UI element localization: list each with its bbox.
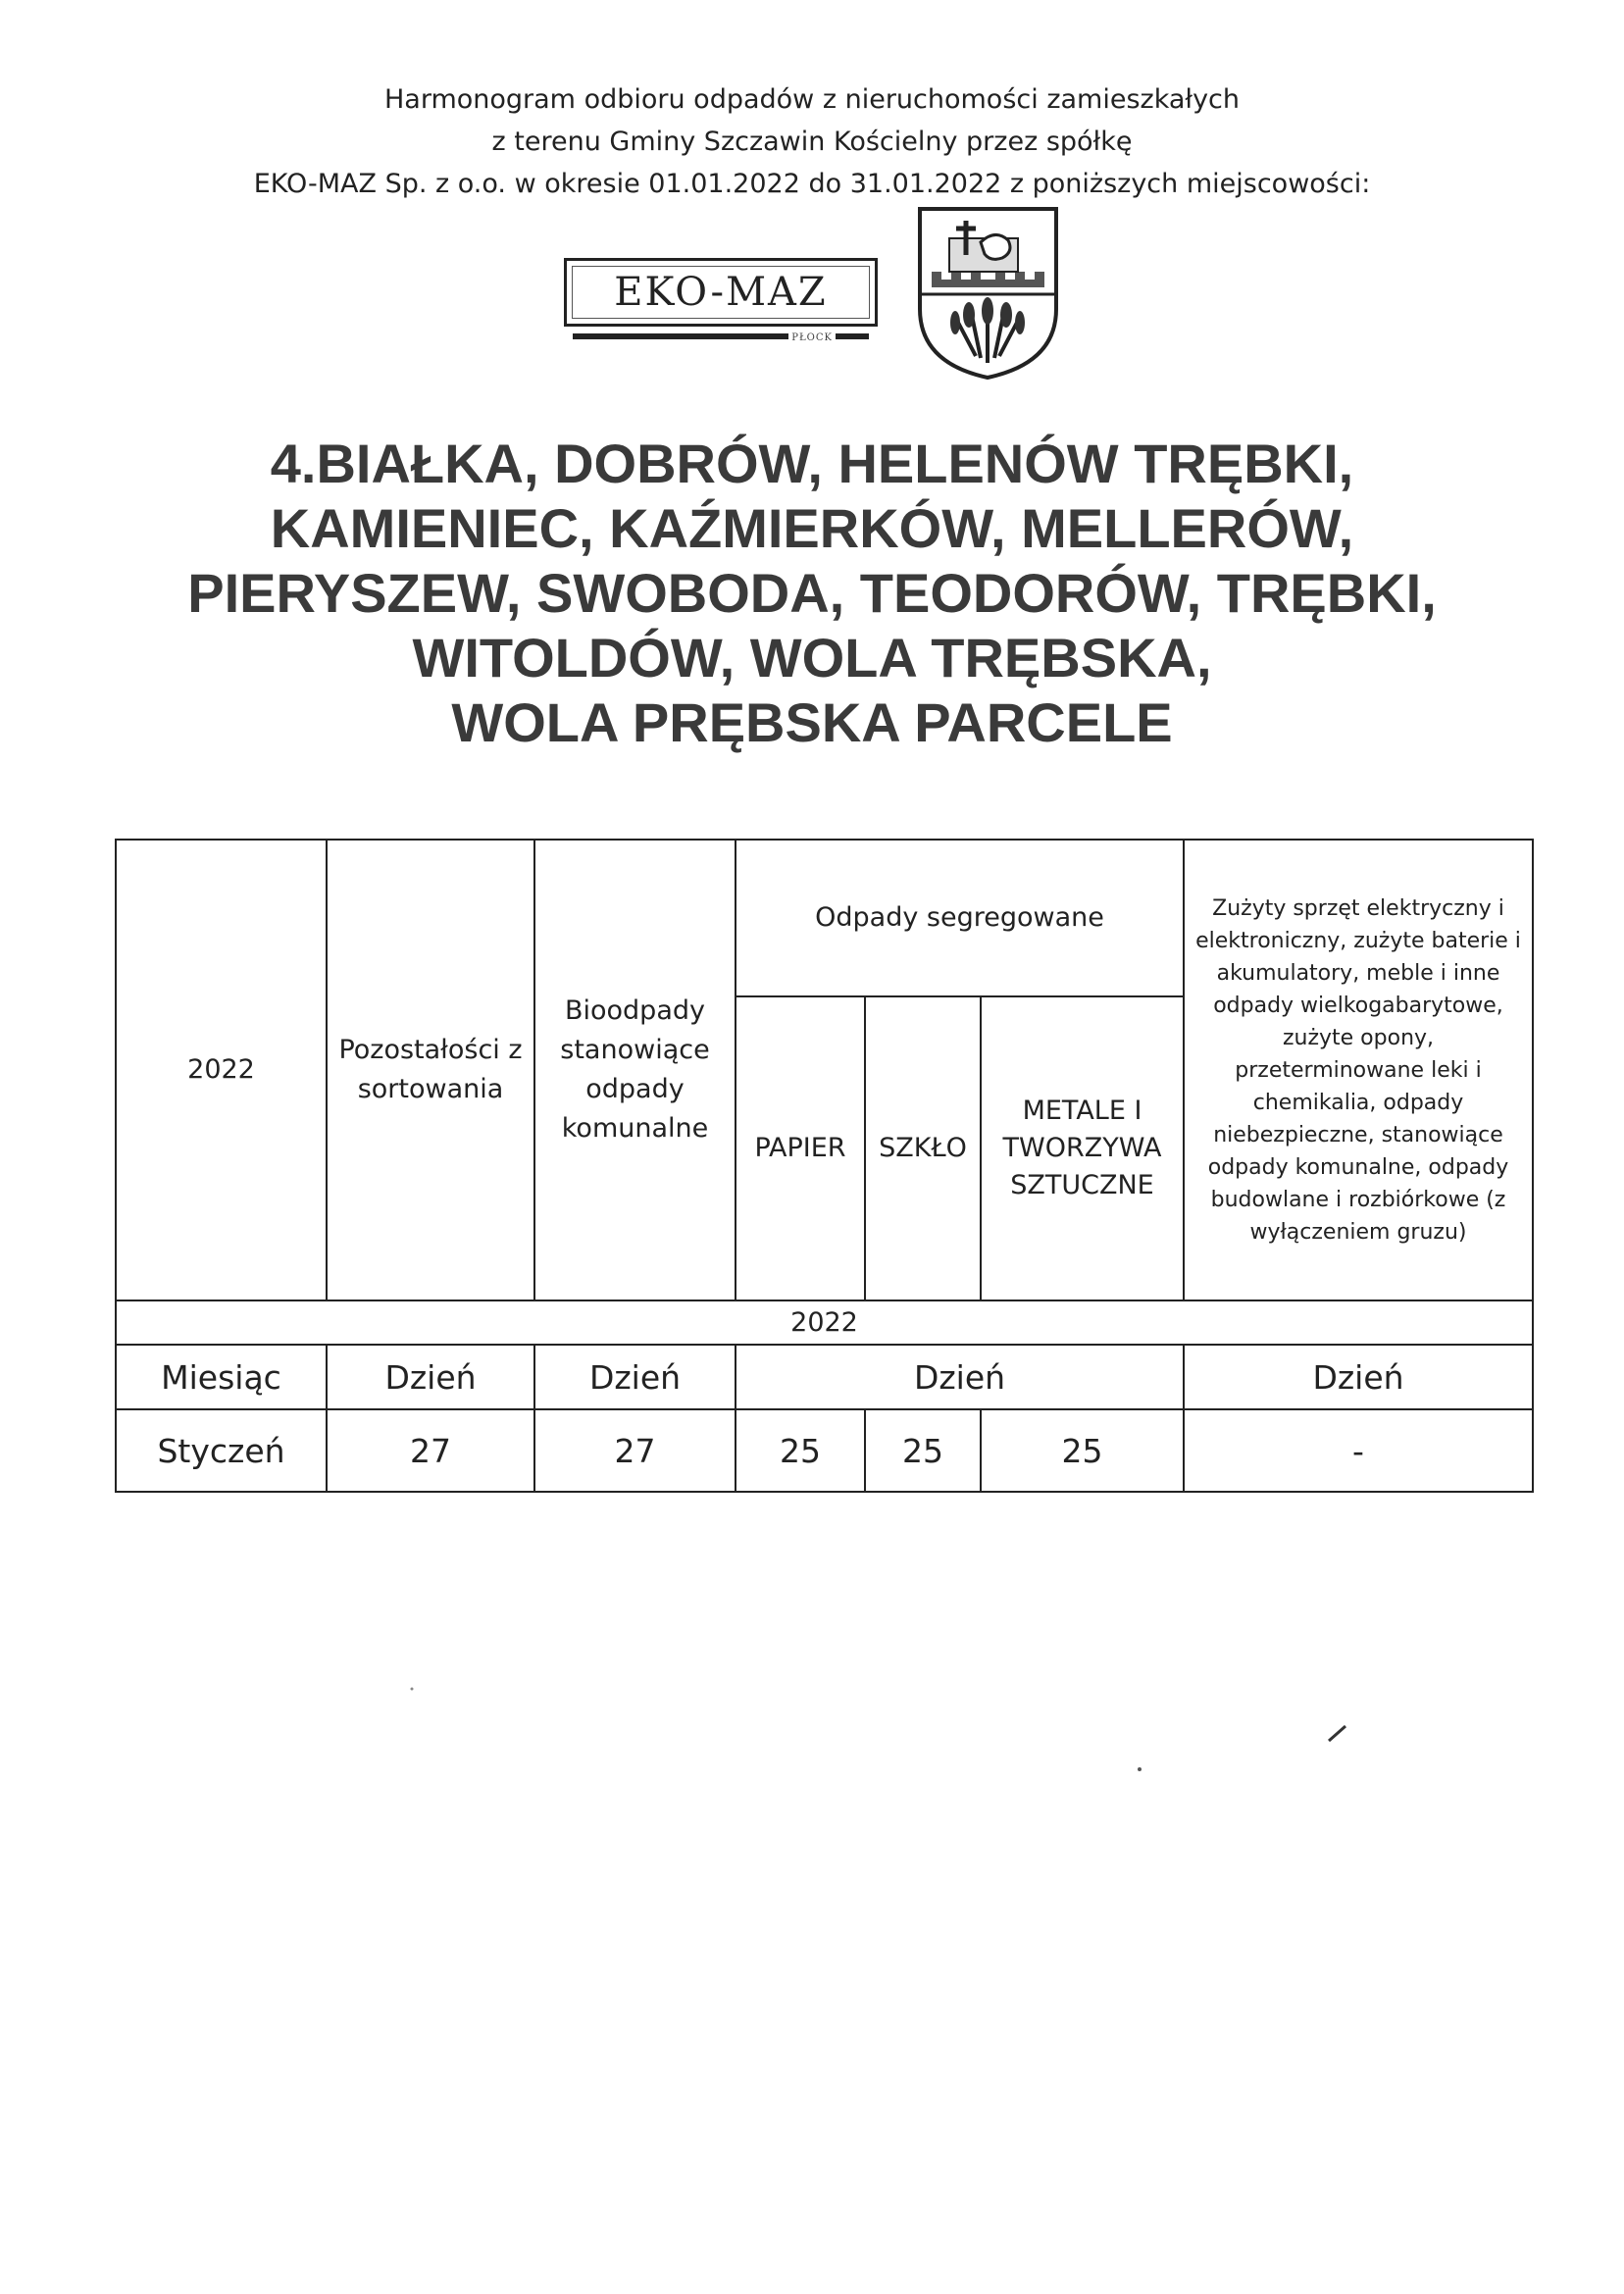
title-line-1: 4.BIAŁKA, DOBRÓW, HELENÓW TRĘBKI, <box>270 433 1354 494</box>
scan-speck-3 <box>411 1688 414 1691</box>
year-row: 2022 <box>116 1300 1533 1345</box>
title-line-5: WOLA PRĘBSKA PARCELE <box>451 691 1173 753</box>
glass-header: SZKŁO <box>865 996 981 1300</box>
metals-day-cell: 25 <box>981 1409 1184 1492</box>
header-line-3: EKO-MAZ Sp. z o.o. w okresie 01.01.2022 do 31.01.2022 z poniższych miejscowości: <box>253 169 1371 199</box>
header-line-1: Harmonogram odbioru odpadów z nieruchomości zamieszkałych <box>383 84 1241 115</box>
residual-waste-header: Pozostałości z sortowania <box>327 840 534 1300</box>
title-line-3: PIERYSZEW, SWOBODA, TEODORÓW, TRĘBKI, <box>187 562 1437 624</box>
title-line-4: WITOLDÓW, WOLA TRĘBSKA, <box>412 627 1212 688</box>
segregated-waste-header: Odpady segregowane <box>736 840 1184 996</box>
day-label-residual: Dzień <box>327 1345 534 1409</box>
glass-day-cell: 25 <box>865 1409 981 1492</box>
scan-speck-1 <box>1329 1726 1345 1741</box>
other-day-cell: - <box>1184 1409 1533 1492</box>
bio-day-cell: 27 <box>534 1409 736 1492</box>
residual-day-cell: 27 <box>327 1409 534 1492</box>
day-label-bio: Dzień <box>534 1345 736 1409</box>
title-line-2: KAMIENIEC, KAŹMIERKÓW, MELLERÓW, <box>270 497 1354 559</box>
bulky-hazardous-waste-header: Zużyty sprzęt elektryczny i elektroniczny, zużyte baterie i akumulatory, meble i inne odpady wielkogabarytowe, zużyte opony, przeterminowane leki i chemikalia, odpady niebezpieczne, stanowiące odpady komunalne, odpady budowlane i rozbiórkowe (z wyłączeniem gruzu) <box>1184 840 1533 1300</box>
bio-waste-header: Bioodpady stanowiące odpady komunalne <box>534 840 736 1300</box>
header-line-2: z terenu Gminy Szczawin Kościelny przez spółkę <box>491 127 1133 157</box>
metals-plastics-header: METALE I TWORZYWA SZTUCZNE <box>981 996 1184 1300</box>
year-column-header: 2022 <box>116 840 327 1300</box>
day-label-segregated: Dzień <box>736 1345 1184 1409</box>
paper-header: PAPIER <box>736 996 865 1300</box>
eko-maz-logo-subtext: PŁOCK <box>788 332 836 343</box>
month-cell: Styczeń <box>116 1409 327 1492</box>
scan-speck-2 <box>1138 1767 1142 1771</box>
eko-maz-logo-text: EKO-MAZ <box>572 266 870 319</box>
day-label-other: Dzień <box>1184 1345 1533 1409</box>
paper-day-cell: 25 <box>736 1409 865 1492</box>
month-label-cell: Miesiąc <box>116 1345 327 1409</box>
